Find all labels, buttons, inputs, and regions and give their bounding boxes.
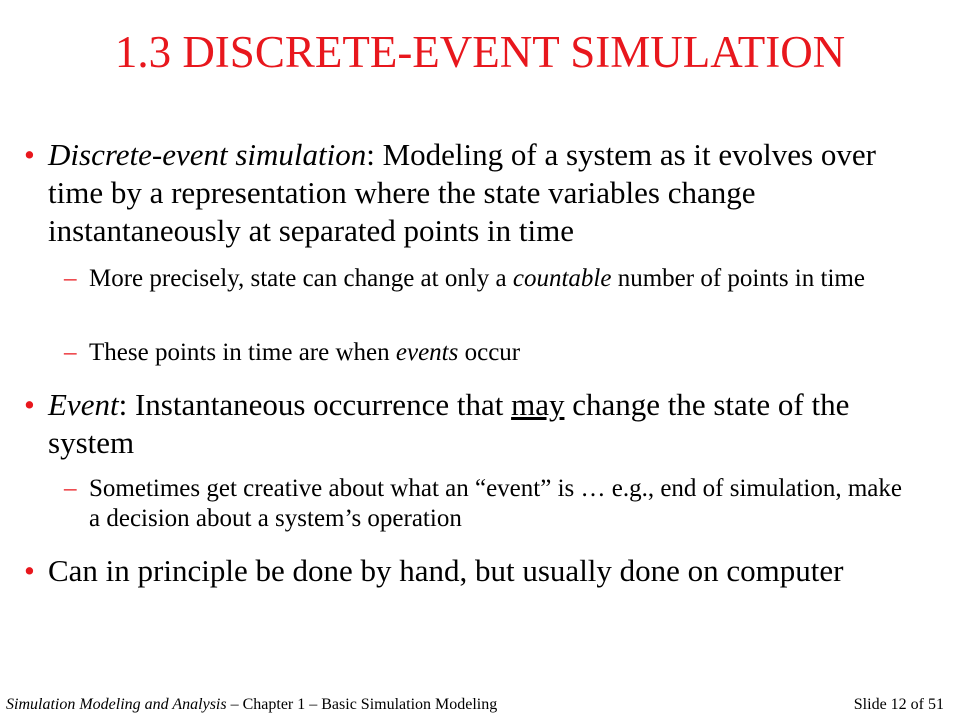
sub-bullet-2-pre: These points in time are when <box>89 339 396 366</box>
bullet-2-body-a: : Instantaneous occurrence that <box>118 387 512 422</box>
sub-bullet-3 <box>64 474 924 534</box>
bullet-2-underlined: may <box>511 387 565 422</box>
bullet-mark: • <box>24 137 35 172</box>
sub-bullet-1-pre: More precisely, state can change at only a <box>89 265 513 292</box>
sub-bullet-mark: – <box>64 339 77 366</box>
sub-bullet-1 <box>64 264 924 294</box>
bullet-2 <box>24 386 924 462</box>
sub-bullet-3-text: Sometimes get creative about what an “event” is … e.g., end of simulation, make a decision about a system’s operation <box>89 475 902 532</box>
sub-bullet-2-post: occur <box>458 339 521 366</box>
bullet-1-body: : Modeling of a system as it evolves over time by a representation where the state variables change instantaneously at separated points in time <box>48 137 876 248</box>
bullet-2-text <box>48 386 928 462</box>
sub-bullet-mark: – <box>64 475 77 502</box>
footer-book-title: Simulation Modeling and Analysis <box>6 696 227 713</box>
bullet-mark: • <box>24 553 35 588</box>
sub-bullet-2-emph: events <box>395 339 459 366</box>
sub-bullet-2-text <box>89 338 919 368</box>
bullet-3 <box>24 552 924 590</box>
slide-title: 1.3 DISCRETE-EVENT SIMULATION <box>114 27 846 77</box>
bullet-2-term: Event <box>48 387 119 422</box>
footer-book-info <box>6 696 497 714</box>
footer-slide-number: Slide 12 of 51 <box>853 696 944 713</box>
bullet-1-text <box>48 136 928 250</box>
sub-bullet-1-emph: countable <box>512 265 612 292</box>
bullet-3-text: Can in principle be done by hand, but usually done on computer <box>48 553 844 588</box>
bullet-1 <box>24 136 924 250</box>
bullet-2-body-b: change the state of the system <box>48 387 850 460</box>
sub-bullet-1-post: number of points in time <box>611 265 865 292</box>
sub-bullet-2 <box>64 338 924 368</box>
sub-bullet-mark: – <box>64 265 77 292</box>
bullet-1-term: Discrete-event simulation <box>48 137 367 172</box>
sub-bullet-1-text <box>89 264 919 294</box>
bullet-mark: • <box>24 387 35 422</box>
footer-chapter: – Chapter 1 – Basic Simulation Modeling <box>226 696 498 713</box>
